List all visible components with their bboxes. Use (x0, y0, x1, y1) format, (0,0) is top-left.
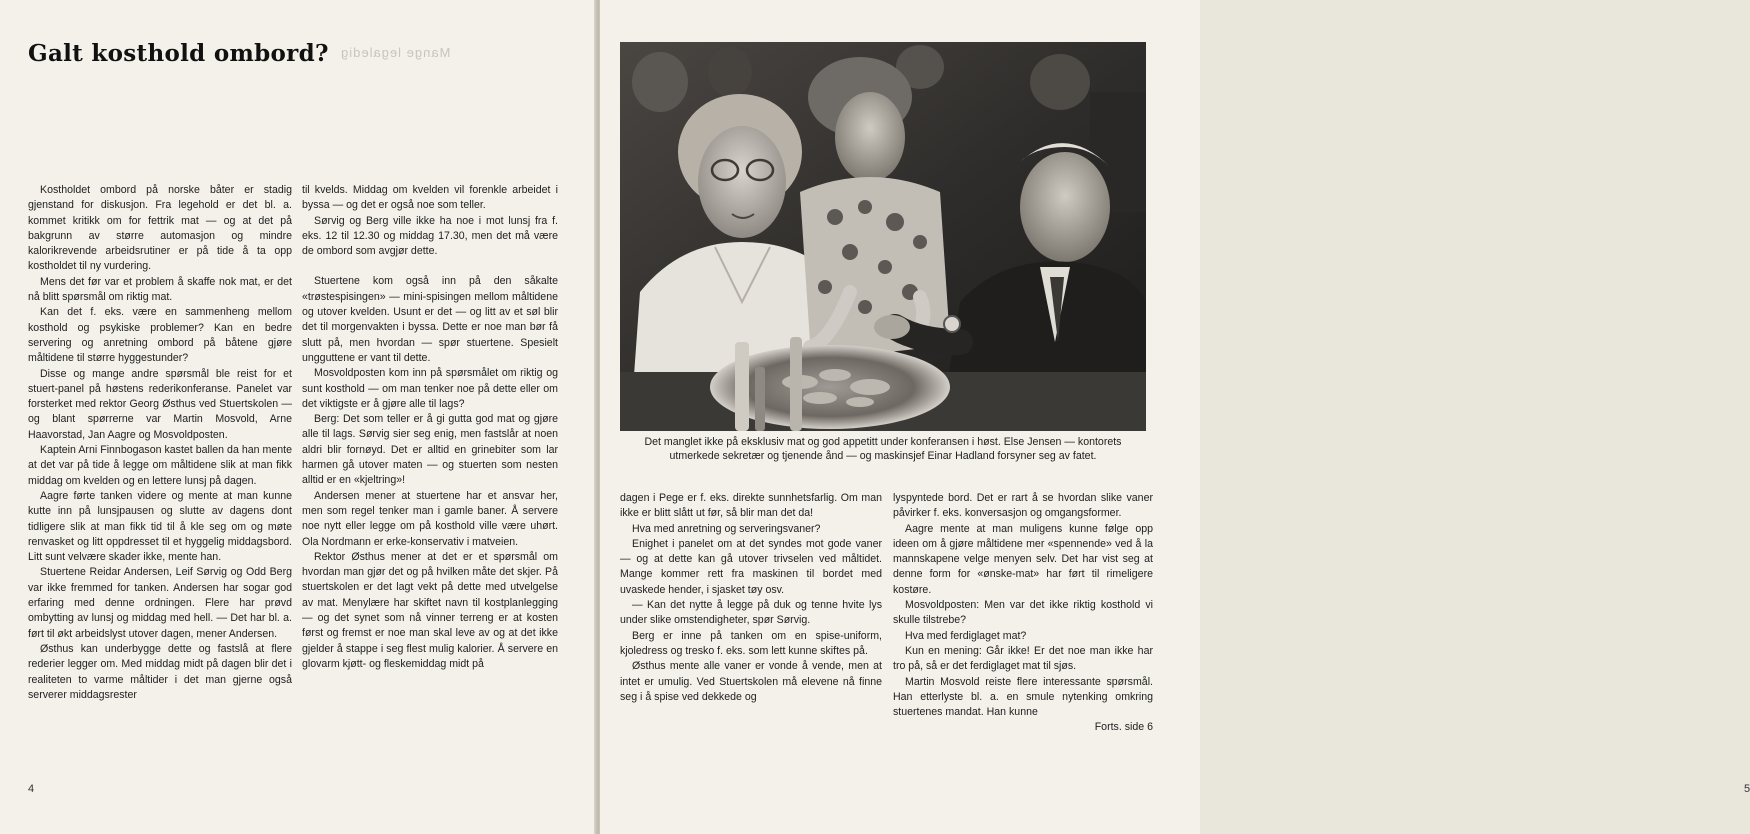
article-paragraph: Disse og mange andre spørsmål ble reist for et stuert-panel på høstens rederikonferanse. Panelet var forsterket med rektor Georg Østhus ved Stuertskolen — og blant spørrerne var Martin Mosvold, Arne Haavorstad, Jan Aagre og Mosvoldposten. (28, 367, 292, 441)
article-paragraph: Berg: Det som teller er å gi gutta god mat og gjøre alle til lags. Sørvig sier seg enig, men fastslår at noen aldri blir fornøyd. Det er alltid en grinebiter som lar harmen gå utover maten — og stuerten som nesten alltid er en «kjeltring»! (302, 413, 558, 487)
article-paragraph: Kostholdet ombord på norske båter er stadig gjenstand for diskusjon. Fra legehold er det bl. a. kommet kritikk om for fettrik mat — og at det på bakgrunn av større automasjon og mindre kalorikrevende arbeidsrutiner er på tide å ta opp kostholdet til ny vurdering. (28, 184, 292, 273)
article-paragraph: Kun en mening: Går ikke! Er det noe man ikke har tro på, så er det ferdiglaget mat til sjøs. (893, 644, 1153, 673)
article-paragraph: — Kan det nytte å legge på duk og tenne hvite lys under slike omstendigheter, spør Sørvig. (620, 599, 882, 627)
article-paragraph: Østhus kan underbygge dette og fastslå at flere rederier legger om. Med middag midt på dagen blir det i realiteten to varme måltider i det man gjerne også serverer middagsrester (28, 642, 292, 701)
article-paragraph: Stuertene kom også inn på den såkalte «trøstespisingen» — mini-spisingen mellom måltidene og utover kvelden. Usunt er det — og litt av et søl blir det til morgenvakten i byssa. Dette er noe man bør få slutt på, men hvordan — spør stuertene. Spesielt ungguttene er vant til dette. (302, 275, 558, 364)
bleed-through-text: Mange legaledig (340, 45, 451, 60)
article-paragraph: dagen i Pege er f. eks. direkte sunnhetsfarlig. Om man ikke er blitt slått ut før, så blir man det da! (620, 492, 882, 520)
left-column-2 (302, 183, 558, 672)
article-paragraph: Mens det før var et problem å skaffe nok mat, er det nå blitt spørsmål om riktig mat. (28, 275, 292, 304)
article-paragraph: lyspyntede bord. Det er rart å se hvordan slike vaner påvirker f. eks. konversasjon og omgangsformer. (893, 492, 1153, 520)
article-headline: Galt kosthold ombord? (28, 40, 329, 67)
article-paragraph: Mosvoldposten: Men var det ikke riktig kosthold vi skulle tilstrebe? (893, 599, 1153, 627)
left-column-1 (28, 183, 292, 703)
continued-note: Forts. side 6 (1094, 721, 1153, 734)
page-number-right: 5 (1744, 783, 1750, 795)
left-page (0, 0, 596, 834)
article-paragraph: Hva med ferdiglaget mat? (905, 629, 1027, 642)
article-paragraph: Mosvoldposten kom inn på spørsmålet om riktig og sunt kosthold — om man tenker noe på dette eller om det viktigste er å gjøre alle til lags? (302, 367, 558, 410)
page-number-left: 4 (28, 783, 35, 795)
article-paragraph: Hva med anretning og serveringsvaner? (632, 522, 821, 535)
article-paragraph: Aagre førte tanken videre og mente at man kunne kutte inn på lunsjpausen og slutte av dagens dont tidligere slik at man fikk tid til å kle seg om og møte renvasket og litt oppdresset til et hyggelig middagsbord. Litt sunt velvære skader ikke, mente han. (28, 489, 292, 564)
article-paragraph: Kaptein Arni Finnbogason kastet ballen da han mente at det var på tide å legge om måltidene slik at man fikk middag om kvelden og en lettere lunsj på dagen. (28, 444, 292, 487)
right-column-2 (893, 491, 1153, 736)
article-paragraph: Rektor Østhus mener at det er et spørsmål om hvordan man gjør det og på hvilken måte det skjer. På stuertskolen er det lagt vekt på dette med utvelgelse av mat. Menylære har skiftet navn til kostplanlegging — og det synet som nå vinner terreng er at kosten først og fremst er noe man skal leve av og at det ikke gjelder å stappe i seg flest mulig kalorier. Å servere en glovarm kjøtt- og fleskemiddag midt på (302, 550, 558, 670)
photo-caption: Det manglet ikke på eksklusiv mat og god appetitt under konferansen i høst. Else Jensen — kontorets utmerkede sekretær og tjenende ånd — og maskinsjef Einar Hadland forsyner seg av fatet. (644, 436, 1122, 462)
right-column-1 (620, 491, 882, 705)
article-paragraph: Martin Mosvold reiste flere interessante spørsmål. Han etterlyste bl. a. en smule nytenking omkring stuertenes mandat. Han kunne (893, 675, 1153, 719)
article-paragraph: Stuertene Reidar Andersen, Leif Sørvig og Odd Berg var ikke fremmed for tanken. Andersen har sogar god erfaring med denne ordningen. Flere har prøvd ombytting av lunsj og middag med hell. — Det har bl. a. ført til økt arbeidslyst utover dagen, mener Andersen. (28, 566, 292, 640)
article-paragraph: Aagre mente at man muligens kunne følge opp ideen om å gjøre måltidene mer «spennende» ved å la mannskapene velge menyen selv. Det har vist seg at denne form for «ønske-mat» har ført til rimeligere kostøre. (893, 522, 1153, 596)
article-paragraph: Enighet i panelet om at det syndes mot gode vaner — og at dette kan gå utover trivselen ved måltidet. Mange kommer rett fra maskinen til bordet med uvaskede hender, i sjasket tøy osv. (620, 537, 882, 596)
photograph (620, 42, 1146, 431)
photo-illustration (620, 42, 1146, 431)
article-paragraph: Sørvig og Berg ville ikke ha noe i mot lunsj fra f. eks. 12 til 12.30 og middag 17.30, men det må være de ombord som avgjør dette. (302, 214, 558, 258)
article-paragraph: Berg er inne på tanken om en spise-uniform, kjoledress og tresko f. eks. som lett kunne skiftes på. (620, 629, 882, 657)
article-paragraph: Andersen mener at stuertene har et ansvar her, men som regel tenker man i gamle baner. Å servere noe nytt eller legge om på kosthold ville være uhørt. Ola Nordmann er erke-konservativ i matveien. (302, 489, 558, 548)
article-paragraph: Kan det f. eks. være en sammenheng mellom kosthold og psykiske problemer? Kan en bedre servering og anretning ombord på båtene gjøre måltidene til større hyggestunder? (28, 306, 292, 365)
article-paragraph: til kvelds. Middag om kvelden vil forenkle arbeidet i byssa — og det er også noe som teller. (302, 184, 558, 212)
article-paragraph: Østhus mente alle vaner er vonde å vende, men at intet er umulig. Ved Stuertskolen må elevene nå finne seg i å spise ved dekkede og (620, 660, 882, 703)
